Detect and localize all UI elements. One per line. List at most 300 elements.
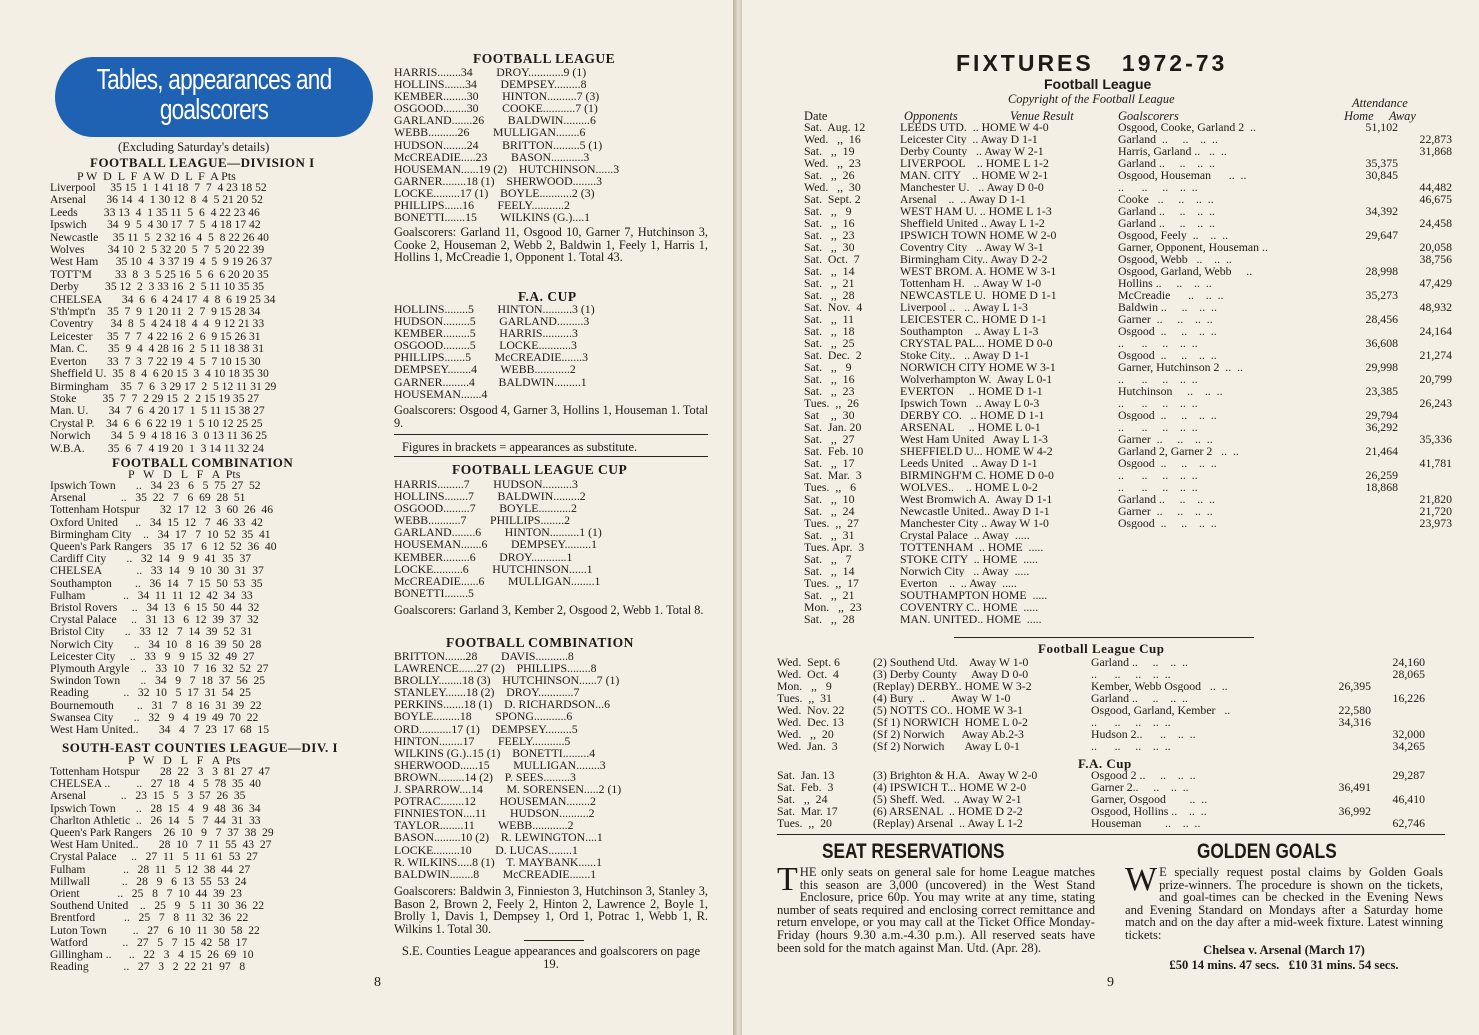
fixture-home-attendance: 34,392 xyxy=(1365,205,1398,217)
table-row: Birmingham City .. 34 17 7 10 52 35 41 xyxy=(50,527,271,541)
fixture-home-attendance xyxy=(1327,817,1371,829)
table-row: W.B.A. 35 6 7 4 19 20 1 3 14 11 32 24 xyxy=(50,441,264,455)
fixture-row xyxy=(804,373,1452,385)
fixture-home-attendance: 22,580 xyxy=(1338,704,1371,716)
table-row: Tottenham Hotspur 28 22 3 3 81 27 47 xyxy=(50,765,271,778)
fixture-away-attendance xyxy=(1398,469,1452,481)
appearance-row: FINNIESTON....11 HUDSON..........2 xyxy=(394,806,595,821)
fixture-date: Sat. ,, 21 xyxy=(804,277,855,289)
fixture-opponent-venue-result: CRYSTAL PAL... HOME D 0-0 xyxy=(900,337,1053,349)
fixture-away-attendance: 38,756 xyxy=(1419,253,1452,265)
fixture-goalscorers: Hudson 2.. .. .. .. xyxy=(1091,728,1196,740)
fixture-home-attendance xyxy=(1327,740,1371,752)
fixture-date: Mon. ,, 23 xyxy=(804,601,862,613)
appearance-row: BOYLE.........18 SPONG...........6 xyxy=(394,709,573,724)
appearance-row: LOCKE..........6 HUTCHINSON......1 xyxy=(394,561,593,576)
fixture-opponent-venue-result: Everton .. .. Away ..... xyxy=(900,577,1017,589)
table-row: CHELSEA .. 33 14 9 10 30 31 37 xyxy=(50,564,264,578)
table-row: Leeds 33 13 4 1 35 11 5 6 4 22 23 46 xyxy=(50,205,260,219)
fixture-goalscorers: Osgood, Webb .. .. .. xyxy=(1118,253,1232,265)
fixture-row xyxy=(804,361,1452,373)
flc-apps-list xyxy=(394,478,602,599)
table-row: Arsenal .. 35 22 7 6 69 28 51 xyxy=(50,491,246,505)
fixture-home-attendance xyxy=(1354,217,1398,229)
table-row: Queen's Park Rangers 26 10 9 7 37 38 29 xyxy=(50,826,274,840)
col-goalscorers: Goalscorers xyxy=(1118,109,1179,123)
fixture-opponent-venue-result: (Replay) Arsenal .. Away L 1-2 xyxy=(873,817,1023,829)
fixture-away-attendance xyxy=(1398,529,1452,541)
fixture-row xyxy=(804,541,1452,553)
fixture-home-attendance xyxy=(1354,505,1398,517)
fixture-away-attendance: 22,873 xyxy=(1419,133,1452,145)
fixture-row xyxy=(804,337,1452,349)
fixture-opponent-venue-result: COVENTRY C.. HOME ..... xyxy=(900,601,1039,613)
fixture-row xyxy=(804,481,1452,493)
appearance-row: LOCKE.........10 D. LUCAS........1 xyxy=(394,842,578,857)
fixture-opponent-venue-result: Derby County .. Away W 2-1 xyxy=(900,145,1044,157)
page-number-left: 8 xyxy=(374,975,381,990)
appearance-row: OSGOOD.........7 BOYLE...........2 xyxy=(394,501,577,516)
fixture-row xyxy=(804,613,1452,625)
appearance-row: TAYLOR........11 WEBB............2 xyxy=(394,818,574,833)
fixture-row xyxy=(804,277,1452,289)
appearance-row: HINTON........17 FEELY...........5 xyxy=(394,733,571,748)
fixture-away-attendance xyxy=(1398,205,1452,217)
table-row: Crystal Palace .. 27 11 5 11 61 53 27 xyxy=(50,850,258,864)
golden-goals-text-block xyxy=(1125,861,1443,973)
fixture-away-attendance: 21,720 xyxy=(1419,505,1452,517)
table-row: Oxford United .. 34 15 12 7 46 33 42 xyxy=(50,515,263,529)
table-row: Leicester City .. 33 9 9 15 32 49 27 xyxy=(50,649,255,663)
fixture-home-attendance: 30,845 xyxy=(1365,169,1398,181)
appearance-row: GARLAND.......26 BALDWIN.........6 xyxy=(394,113,596,128)
fixture-goalscorers: .. .. .. .. .. xyxy=(1091,740,1171,752)
fixture-date: Mon. ,, 9 xyxy=(777,680,832,692)
appearance-row: WEBB..........26 MULLIGAN........6 xyxy=(394,125,586,140)
se-appearances-note xyxy=(394,945,708,970)
appearance-row: HOLLINS........5 HINTON..........3 (1) xyxy=(394,302,595,316)
fixture-goalscorers: .. .. .. .. .. xyxy=(1118,397,1198,409)
fixture-away-attendance: 23,973 xyxy=(1419,517,1452,529)
fixture-date: Sat ,, 30 xyxy=(804,409,855,421)
fixture-row xyxy=(804,577,1452,589)
fixture-opponent-venue-result: (3) Derby County Away D 0-0 xyxy=(873,668,1029,680)
fixture-opponent-venue-result: Southampton .. Away L 1-3 xyxy=(900,325,1039,337)
fixture-row xyxy=(804,301,1452,313)
fixture-row xyxy=(804,205,1452,217)
fixture-opponent-venue-result: SOUTHAMPTON HOME ..... xyxy=(900,589,1048,601)
fixtures-title: FIXTURES 1972-73 xyxy=(956,50,1228,76)
fixture-goalscorers: Garner, Hutchinson 2 .. .. xyxy=(1118,361,1244,373)
fixture-date: Sat. Nov. 4 xyxy=(804,301,863,313)
fixture-home-attendance: 35,375 xyxy=(1365,157,1398,169)
fixture-away-attendance xyxy=(1398,613,1452,625)
fixture-away-attendance xyxy=(1398,361,1452,373)
fixture-opponent-venue-result: IPSWICH TOWN HOME W 2-0 xyxy=(900,229,1057,241)
fl-apps-goalscorers xyxy=(394,226,708,264)
appearance-row: McCREADIE......6 MULLIGAN........1 xyxy=(394,573,601,588)
appearance-row: KEMBER........30 HINTON..........7 (3) xyxy=(394,89,600,104)
appearance-row: HARRIS.........7 HUDSON..........3 xyxy=(394,477,578,491)
fixture-opponent-venue-result: (Sf 2) Norwich Away L 0-1 xyxy=(873,740,1020,752)
table-row: Fulham .. 28 11 5 12 38 44 27 xyxy=(50,862,251,876)
fixture-opponent-venue-result: ARSENAL .. HOME L 0-1 xyxy=(900,421,1041,433)
fixture-date: Sat. ,, 17 xyxy=(804,457,855,469)
fixture-row xyxy=(804,469,1452,481)
fixture-opponent-venue-result: (Sf 1) NORWICH HOME L 0-2 xyxy=(873,716,1028,728)
appearance-row: SHERWOOD......15 MULLIGAN........3 xyxy=(394,757,606,772)
fixture-date: Sat. Aug. 12 xyxy=(804,121,866,133)
fixture-row xyxy=(804,325,1452,337)
fixture-opponent-venue-result: Wolverhampton W. Away L 0-1 xyxy=(900,373,1053,385)
golden-goals-heading: GOLDEN GOALS xyxy=(1197,840,1337,863)
fixture-home-attendance xyxy=(1354,193,1398,205)
fixture-away-attendance xyxy=(1398,121,1452,133)
fixture-home-attendance xyxy=(1354,493,1398,505)
fixture-opponent-venue-result: Ipswich Town .. Away L 0-3 xyxy=(900,397,1040,409)
flc-apps-heading: FOOTBALL LEAGUE CUP xyxy=(452,462,628,477)
appearance-row: BONETTI.......15 WILKINS (G.)....1 xyxy=(394,210,591,225)
fixture-home-attendance: 26,395 xyxy=(1338,680,1371,692)
fixture-opponent-venue-result: Leicester City .. Away D 1-1 xyxy=(900,133,1038,145)
fixture-row xyxy=(804,445,1452,457)
fixture-date: Sat. Mar. 17 xyxy=(777,805,838,817)
fixture-goalscorers: Osgood .. .. .. .. xyxy=(1118,457,1217,469)
col-home: Home xyxy=(1344,109,1374,123)
appearance-row: OSGOOD........30 COOKE...........7 (1) xyxy=(394,101,598,116)
fixture-row xyxy=(777,781,1425,793)
fixture-home-attendance: 23,385 xyxy=(1365,385,1398,397)
table-row: CHELSEA .. .. 27 18 4 5 78 35 40 xyxy=(50,777,261,791)
fixture-goalscorers: .. .. .. .. .. xyxy=(1118,181,1198,193)
fixture-date: Sat. ,, 14 xyxy=(804,265,855,277)
fixture-goalscorers: .. .. .. .. .. xyxy=(1118,481,1198,493)
table-row: Newcastle 35 11 5 2 32 16 4 5 8 22 26 40 xyxy=(50,230,269,244)
fixture-home-attendance xyxy=(1354,181,1398,193)
table-row: West Ham United.. 28 10 7 11 55 43 27 xyxy=(50,838,272,852)
seat-reservations-heading: SEAT RESERVATIONS xyxy=(822,840,1005,863)
left-page xyxy=(0,0,736,1035)
fixture-goalscorers xyxy=(1118,577,1354,589)
fixture-home-attendance: 28,456 xyxy=(1365,313,1398,325)
fixture-opponent-venue-result: LEICESTER C.. HOME D 1-1 xyxy=(900,313,1047,325)
fixture-opponent-venue-result: TOTTENHAM .. HOME ..... xyxy=(900,541,1044,553)
fixture-away-attendance xyxy=(1398,589,1452,601)
table-row: Wolves 34 10 2 5 32 20 5 7 5 20 22 39 xyxy=(50,243,265,257)
divider xyxy=(954,637,1254,638)
fixture-opponent-venue-result: WEST HAM U. .. HOME L 1-3 xyxy=(900,205,1052,217)
fixture-row xyxy=(804,493,1452,505)
fixture-row xyxy=(777,680,1425,692)
fixture-home-attendance xyxy=(1354,589,1398,601)
southeast-table xyxy=(50,766,274,973)
table-row: Bristol City .. 33 12 7 14 39 52 31 xyxy=(50,625,253,639)
fixture-row xyxy=(804,313,1452,325)
table-row: Liverpool 35 15 1 1 41 18 7 7 4 23 18 52 xyxy=(50,181,267,194)
table-row: Birmingham 35 7 6 3 29 17 2 5 12 11 31 29 xyxy=(50,379,277,393)
golden-prizes: £50 14 mins. 47 secs. £10 31 mins. 54 secs. xyxy=(1169,957,1399,972)
fixture-home-attendance xyxy=(1354,517,1398,529)
fixture-goalscorers xyxy=(1118,565,1354,577)
fixture-date: Wed. Sept. 6 xyxy=(777,656,840,668)
seat-reservations-text: HE only seats on general sale for home League matches this season are 3,000 (uncovered) in the West Stand Enclosure, price 60p. You may write at any time, stating number of seats required and enclosing correct remittance and return envelope, or you may call at the Ticket Office Monday-Friday (hours 9.30 a.m.-4.30 p.m.). All reserved seats have been sold for the match against Man. Utd. (Apr. 28). xyxy=(777,865,1095,955)
fixture-opponent-venue-result: EVERTON .. HOME D 1-1 xyxy=(900,385,1043,397)
league-fixtures xyxy=(804,121,1452,625)
fixture-away-attendance xyxy=(1398,265,1452,277)
fixture-opponent-venue-result: Crystal Palace .. Away ..... xyxy=(900,529,1030,541)
fixture-date: Wed. Jan. 3 xyxy=(777,740,838,752)
table-row: Norwich 34 5 9 4 18 16 3 0 13 11 36 25 xyxy=(50,429,267,443)
fixture-opponent-venue-result: Manchester City .. Away W 1-0 xyxy=(900,517,1049,529)
fixture-opponent-venue-result: Tottenham H. .. Away W 1-0 xyxy=(900,277,1042,289)
table-row: Watford .. 27 5 7 15 42 58 17 xyxy=(50,935,248,949)
appearance-row: OSGOOD.........5 LOCKE...........3 xyxy=(394,338,577,353)
table-row: Fulham .. 34 11 11 12 42 34 33 xyxy=(50,588,253,602)
appearance-row: STANLEY.......18 (2) DROY............7 xyxy=(394,685,580,700)
fc-apps-list xyxy=(394,650,621,880)
appearance-row: R. WILKINS.....8 (1) T. MAYBANK......1 xyxy=(394,854,602,869)
fixture-date: Sat. Feb. 10 xyxy=(804,445,864,457)
fixture-away-attendance: 48,932 xyxy=(1419,301,1452,313)
table-row: West Ham United.. 34 4 7 23 17 68 15 xyxy=(50,723,270,737)
fixture-goalscorers: .. .. .. .. .. xyxy=(1118,421,1198,433)
table-row: Crystal Palace .. 31 13 6 12 39 37 32 xyxy=(50,613,259,627)
fixture-home-attendance xyxy=(1354,529,1398,541)
fixture-goalscorers: .. .. .. .. .. xyxy=(1091,716,1171,728)
fixture-opponent-venue-result: Birmingham City.. Away D 2-2 xyxy=(900,253,1048,265)
table-row: Southend United .. 25 9 5 11 30 36 22 xyxy=(50,899,265,913)
fixture-away-attendance: 47,429 xyxy=(1419,277,1452,289)
fixture-row xyxy=(804,133,1452,145)
fa-apps-goalscorers xyxy=(394,404,708,429)
appearance-row: BROLLY........18 (3) HUTCHINSON......7 (1) xyxy=(394,673,620,688)
fixture-row xyxy=(804,193,1452,205)
table-row: S'th'mpt'n 35 7 9 1 20 11 2 7 9 15 28 34 xyxy=(50,305,261,319)
fixture-row xyxy=(777,716,1425,728)
table-row: Arsenal .. 23 15 5 3 57 26 35 xyxy=(50,789,246,803)
fixture-home-attendance: 35,273 xyxy=(1365,289,1398,301)
fixture-date: Tues. ,, 27 xyxy=(804,517,859,529)
fixture-away-attendance: 24,164 xyxy=(1419,325,1452,337)
fixture-goalscorers: Kember, Webb Osgood .. .. xyxy=(1091,680,1228,692)
fixture-opponent-venue-result: NEWCASTLE U. HOME D 1-1 xyxy=(900,289,1057,301)
fixture-away-attendance xyxy=(1371,716,1425,728)
fixture-date: Wed. ,, 20 xyxy=(777,728,834,740)
table-row: Sheffield U. 35 8 4 6 20 15 3 4 10 18 35 30 xyxy=(50,367,269,381)
right-page xyxy=(742,0,1479,1035)
fixture-away-attendance xyxy=(1371,704,1425,716)
fixture-away-attendance xyxy=(1398,553,1452,565)
fixture-away-attendance: 44,482 xyxy=(1419,181,1452,193)
table-row: West Ham 35 10 4 3 37 19 4 5 9 19 26 37 xyxy=(50,255,273,269)
col-date: Date xyxy=(804,109,828,123)
fixture-opponent-venue-result: (Sf 2) Norwich Away Ab.2-3 xyxy=(873,728,1024,740)
fixture-away-attendance: 21,820 xyxy=(1419,493,1452,505)
fixture-goalscorers: Garner .. .. .. .. xyxy=(1118,313,1213,325)
fixture-row xyxy=(777,793,1425,805)
fixture-goalscorers xyxy=(1118,601,1354,613)
fixture-date: Wed. Nov. 22 xyxy=(777,704,845,716)
appearance-row: ORD...........17 (1) DEMPSEY.........5 xyxy=(394,721,578,736)
fixture-date: Sat. ,, 18 xyxy=(804,325,855,337)
fixture-goalscorers: Garner 2.. .. .. .. xyxy=(1091,781,1189,793)
fixture-home-attendance: 29,794 xyxy=(1365,409,1398,421)
fixture-goalscorers xyxy=(1118,613,1354,625)
fixture-away-attendance xyxy=(1398,289,1452,301)
fixture-home-attendance: 36,491 xyxy=(1338,781,1371,793)
table-row: Ipswich Town .. 28 15 4 9 48 36 34 xyxy=(50,801,261,815)
table-row: Derby 35 12 2 3 33 16 2 5 11 10 35 35 xyxy=(50,280,265,294)
table-row: Everton 33 7 3 7 22 19 4 5 7 10 15 30 xyxy=(50,354,261,368)
appearance-row: HARRIS........34 DROY............9 (1) xyxy=(394,65,587,79)
se-note-text: S.E. Counties League appearances and goalscorers on page 19. xyxy=(401,944,701,971)
fixture-date: Sat. ,, 26 xyxy=(804,169,855,181)
fixture-away-attendance: 41,781 xyxy=(1419,457,1452,469)
table-row: CHELSEA 34 6 6 4 24 17 4 8 6 19 25 34 xyxy=(50,292,276,306)
seat-dropcap: T xyxy=(777,861,798,898)
fixture-goalscorers: Garland 2, Garner 2 .. .. xyxy=(1118,445,1239,457)
fixture-row xyxy=(804,145,1452,157)
fixture-opponent-venue-result: DERBY CO. .. HOME D 1-1 xyxy=(900,409,1045,421)
fixture-away-attendance: 62,746 xyxy=(1392,817,1425,829)
appearance-row: HOLLINS.......34 DEMPSEY.........8 xyxy=(394,77,587,92)
fixture-away-attendance: 46,410 xyxy=(1392,793,1425,805)
fixture-goalscorers: Garner, Osgood .. .. xyxy=(1091,793,1208,805)
seat-reservations-text-block xyxy=(777,861,1095,955)
fixture-row xyxy=(804,217,1452,229)
fixture-date: Wed. ,, 23 xyxy=(804,157,861,169)
fixture-home-attendance xyxy=(1327,668,1371,680)
golden-match: Chelsea v. Arsenal (March 17) xyxy=(1203,942,1365,957)
appearance-row: GARNER.........4 BALDWIN.........1 xyxy=(394,374,587,389)
fixture-away-attendance xyxy=(1398,157,1452,169)
fixture-opponent-venue-result: Norwich City .. Away ..... xyxy=(900,565,1030,577)
fixture-opponent-venue-result: WEST BROM. A. HOME W 3-1 xyxy=(900,265,1057,277)
appearance-row: BASON.........10 (2) R. LEWINGTON....1 xyxy=(394,830,603,845)
fixture-away-attendance: 16,226 xyxy=(1392,692,1425,704)
fixture-home-attendance xyxy=(1327,728,1371,740)
fixture-away-attendance xyxy=(1371,805,1425,817)
table-row: Swindon Town .. 34 9 7 18 37 56 25 xyxy=(50,674,266,688)
table-row: TOTT'M 33 8 3 5 25 16 5 6 6 20 20 35 xyxy=(50,267,269,281)
fixture-opponent-venue-result: West Bromwich A. Away D 1-1 xyxy=(900,493,1053,505)
fixture-row xyxy=(804,433,1452,445)
fixture-home-attendance: 28,998 xyxy=(1365,265,1398,277)
fixture-away-attendance xyxy=(1398,169,1452,181)
col-opponents: Opponents xyxy=(904,109,958,123)
fixture-row xyxy=(777,817,1425,829)
fixture-goalscorers: Garner, Opponent, Houseman .. xyxy=(1118,241,1268,253)
appearance-row: HUDSON.........5 GARLAND.........3 xyxy=(394,314,590,329)
fixture-opponent-venue-result: SHEFFIELD U... HOME W 4-2 xyxy=(900,445,1053,457)
divider xyxy=(394,434,708,435)
table-row: Arsenal 36 14 4 1 30 12 8 4 5 21 20 52 xyxy=(50,193,263,207)
fixture-date: Sat. ,, 9 xyxy=(804,361,852,373)
fixture-goalscorers: Garner .. .. .. .. xyxy=(1118,505,1213,517)
fixture-date: Sat. ,, 10 xyxy=(804,493,855,505)
fixture-away-attendance xyxy=(1398,385,1452,397)
fixture-date: Sat. ,, 31 xyxy=(804,529,855,541)
fixture-goalscorers: Osgood .. .. .. .. xyxy=(1118,517,1217,529)
fixture-home-attendance xyxy=(1327,793,1371,805)
fa-apps-list xyxy=(394,303,595,400)
fixture-row xyxy=(804,421,1452,433)
fixture-opponent-venue-result: Stoke City.. .. Away D 1-1 xyxy=(900,349,1030,361)
appearance-row: J. SPARROW....14 M. SORENSEN.....2 (1) xyxy=(394,782,622,797)
fixture-goalscorers xyxy=(1118,529,1354,541)
table-row: Gillingham .. .. 22 3 4 15 26 69 10 xyxy=(50,948,254,962)
fixture-home-attendance xyxy=(1354,325,1398,337)
fixture-row xyxy=(777,692,1425,704)
fixture-row xyxy=(777,769,1425,781)
fa-cup-heading: F.A. Cup xyxy=(1078,756,1132,771)
table-row: Charlton Athletic .. 26 14 5 7 44 31 33 xyxy=(50,813,261,827)
combination-table xyxy=(50,480,277,736)
fixture-home-attendance xyxy=(1354,241,1398,253)
appearance-row: BRITTON.......28 DAVIS...........8 xyxy=(394,649,574,663)
fixture-date: Wed. Dec. 13 xyxy=(777,716,844,728)
fixture-goalscorers: Hutchinson .. .. .. xyxy=(1118,385,1223,397)
fixture-date: Sat. ,, 23 xyxy=(804,229,855,241)
fixture-away-attendance xyxy=(1398,421,1452,433)
fixture-away-attendance: 21,274 xyxy=(1419,349,1452,361)
fixture-home-attendance xyxy=(1354,613,1398,625)
fixture-opponent-venue-result: Coventry City .. Away W 3-1 xyxy=(900,241,1044,253)
fixture-date: Sat. Dec. 2 xyxy=(804,349,862,361)
div1-table xyxy=(50,182,276,455)
fc-apps-heading: FOOTBALL COMBINATION xyxy=(446,635,634,650)
fixture-goalscorers: .. .. .. .. .. xyxy=(1091,668,1171,680)
appearance-row: WEBB...........7 PHILLIPS........2 xyxy=(394,513,570,528)
table-row: Queen's Park Rangers 35 17 6 12 52 36 40 xyxy=(50,540,277,554)
table-row: Brentford .. 25 7 8 11 32 36 22 xyxy=(50,911,249,925)
fixture-date: Sat. ,, 23 xyxy=(804,385,855,397)
table-row: Millwall .. 28 9 6 13 55 53 24 xyxy=(50,874,247,888)
fixture-home-attendance: 51,102 xyxy=(1365,121,1398,133)
appearance-row: PHILLIPS.......5 McCREADIE.......3 xyxy=(394,350,588,365)
appearance-row: McCREADIE.....23 BASON...........3 xyxy=(394,149,590,164)
fixture-away-attendance: 29,287 xyxy=(1392,769,1425,781)
fixture-row xyxy=(804,505,1452,517)
appearance-row: PERKINS.......18 (1) D. RICHARDSON...6 xyxy=(394,697,610,712)
fixture-home-attendance xyxy=(1354,457,1398,469)
table-row: Man. U. 34 7 6 4 20 17 1 5 11 15 38 27 xyxy=(50,404,265,418)
fixture-date: Sat. Oct. 7 xyxy=(804,253,860,265)
fixture-home-attendance: 26,259 xyxy=(1365,469,1398,481)
fixture-away-attendance: 28,065 xyxy=(1392,668,1425,680)
table-row: Coventry 34 8 5 4 24 18 4 4 9 12 21 33 xyxy=(50,317,265,331)
fixture-away-attendance xyxy=(1371,680,1425,692)
fixture-goalscorers: Osgood, Garland, Webb .. xyxy=(1118,265,1253,277)
fixture-home-attendance: 29,998 xyxy=(1365,361,1398,373)
divider xyxy=(394,456,708,457)
fixture-opponent-venue-result: (Replay) DERBY.. HOME W 3-2 xyxy=(873,680,1032,692)
golden-dropcap: W xyxy=(1125,861,1158,898)
fixture-goalscorers: Garland .. .. .. .. xyxy=(1091,692,1188,704)
fixture-row xyxy=(777,728,1425,740)
golden-goals-text: E specially request postal claims by Golden Goals prize-winners. The procedure is shown on the tickets, and goal-times can be checked in the Evening News and Evening Standard on Mondays after a Saturday home match and on the day after a mid-week fixture. Latest winning tickets: xyxy=(1125,865,1443,942)
fixture-opponent-venue-result: (4) Bury .. Away W 1-0 xyxy=(873,692,1011,704)
fixture-home-attendance xyxy=(1354,397,1398,409)
fixture-row xyxy=(804,409,1452,421)
fa-cup-fixtures xyxy=(777,769,1425,829)
fixture-goalscorers xyxy=(1118,541,1354,553)
fixture-goalscorers: Osgood, Cooke, Garland 2 .. xyxy=(1118,121,1256,133)
divider xyxy=(777,834,1445,835)
combination-header-row: P W D L F A Pts xyxy=(50,467,241,481)
fixture-goalscorers: .. .. .. .. .. xyxy=(1118,337,1198,349)
fixture-row xyxy=(804,289,1452,301)
